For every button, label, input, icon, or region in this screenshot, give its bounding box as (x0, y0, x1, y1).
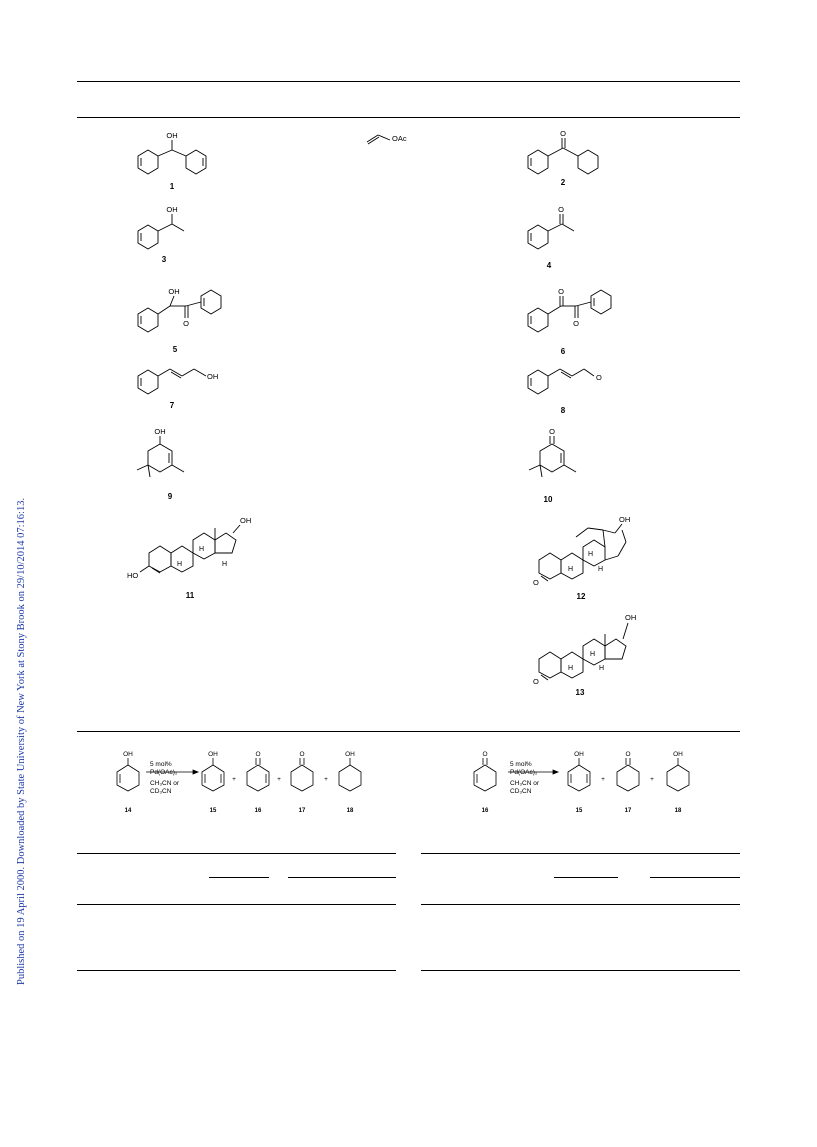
compound-number: 10 (543, 495, 553, 504)
atom-label: O (560, 129, 566, 138)
compound-number: 12 (576, 592, 586, 601)
atom-label: OH (168, 287, 180, 296)
compound-number: 11 (185, 591, 195, 600)
atom-label: OH (619, 515, 631, 524)
atom-label: OH (345, 751, 355, 758)
atom-label: H (590, 651, 596, 658)
compound-number: 5 (172, 345, 178, 354)
right-table-span-rule (650, 877, 740, 878)
atom-label: H (588, 551, 594, 558)
scheme-number: 15 (209, 808, 217, 814)
atom-label: OH (574, 751, 584, 758)
compound-number: 13 (575, 688, 585, 697)
conditions-line: CD₃CN (150, 788, 172, 795)
atom-label: O (255, 751, 261, 758)
compound-number: 2 (560, 178, 566, 187)
plus-sign: + (277, 776, 281, 783)
left-table-bottom-rule (77, 970, 396, 971)
conditions-line: CD₃CN (510, 788, 532, 795)
atom-label: O (533, 578, 539, 587)
atom-label: H (568, 665, 574, 672)
atom-label: OH (625, 613, 637, 622)
scheme-number: 18 (346, 808, 354, 814)
atom-label: H (598, 566, 604, 573)
table1-bottom-rule (77, 731, 740, 732)
conditions-line: CH₃CN or (510, 780, 540, 787)
atom-label: OH (207, 372, 219, 381)
reaction-scheme (0, 745, 817, 835)
left-table-span-rule (209, 877, 269, 878)
compound-number: 8 (560, 406, 566, 415)
atom-label: OH (240, 516, 252, 525)
left-table-top-rule (77, 853, 396, 854)
atom-label: O (596, 373, 602, 382)
atom-label: O (625, 751, 631, 758)
conditions-line: 5 mol% (150, 761, 172, 768)
compound-number: 9 (167, 492, 173, 501)
compound-number: 7 (169, 401, 175, 410)
atom-label: OH (673, 751, 683, 758)
conditions-line: Pd(OAc)₂ (510, 769, 538, 776)
compound-number: 3 (161, 255, 167, 264)
download-watermark: Published on 19 April 2000. Downloaded by State University of New York at Stony Brook on 29/10/2014 07:16:13. (16, 497, 27, 985)
plus-sign: + (232, 776, 236, 783)
atom-label: OH (123, 751, 133, 758)
left-table-span-rule (288, 877, 396, 878)
compound-number: 1 (169, 182, 175, 191)
atom-label: O (558, 287, 564, 296)
scheme-number: 14 (124, 808, 132, 814)
atom-label: OH (154, 427, 166, 436)
atom-label: OH (166, 131, 178, 140)
plus-sign: + (650, 776, 654, 783)
conditions-line: Pd(OAc)₂ (150, 769, 178, 776)
atom-label: O (183, 319, 189, 328)
atom-label: H (177, 561, 183, 568)
atom-label: H (599, 665, 605, 672)
atom-label: O (573, 319, 579, 328)
atom-label: H (222, 561, 228, 568)
left-table-header-rule (77, 904, 396, 905)
scheme-number: 18 (674, 808, 682, 814)
reagent-label: OAc (392, 134, 407, 143)
conditions-line: CH₃CN or (150, 780, 180, 787)
right-table-span-rule (554, 877, 618, 878)
atom-label: O (558, 205, 564, 214)
plus-sign: + (324, 776, 328, 783)
scheme-number: 17 (624, 808, 632, 814)
atom-label: HO (127, 571, 139, 580)
atom-label: O (482, 751, 488, 758)
atom-label: OH (208, 751, 218, 758)
compound-number: 6 (560, 347, 566, 356)
right-table-bottom-rule (421, 970, 740, 971)
compound-number: 4 (546, 261, 552, 270)
plus-sign: + (601, 776, 605, 783)
atom-label: O (299, 751, 305, 758)
right-table-header-rule (421, 904, 740, 905)
scheme-number: 17 (298, 808, 306, 814)
atom-label: O (549, 427, 555, 436)
atom-label: OH (166, 205, 178, 214)
scheme-number: 16 (254, 808, 262, 814)
atom-label: H (568, 566, 574, 573)
right-table-top-rule (421, 853, 740, 854)
atom-label: H (199, 546, 205, 553)
scheme-number: 16 (481, 808, 489, 814)
scheme-number: 15 (575, 808, 583, 814)
conditions-line: 5 mol% (510, 761, 532, 768)
atom-label: O (533, 677, 539, 686)
